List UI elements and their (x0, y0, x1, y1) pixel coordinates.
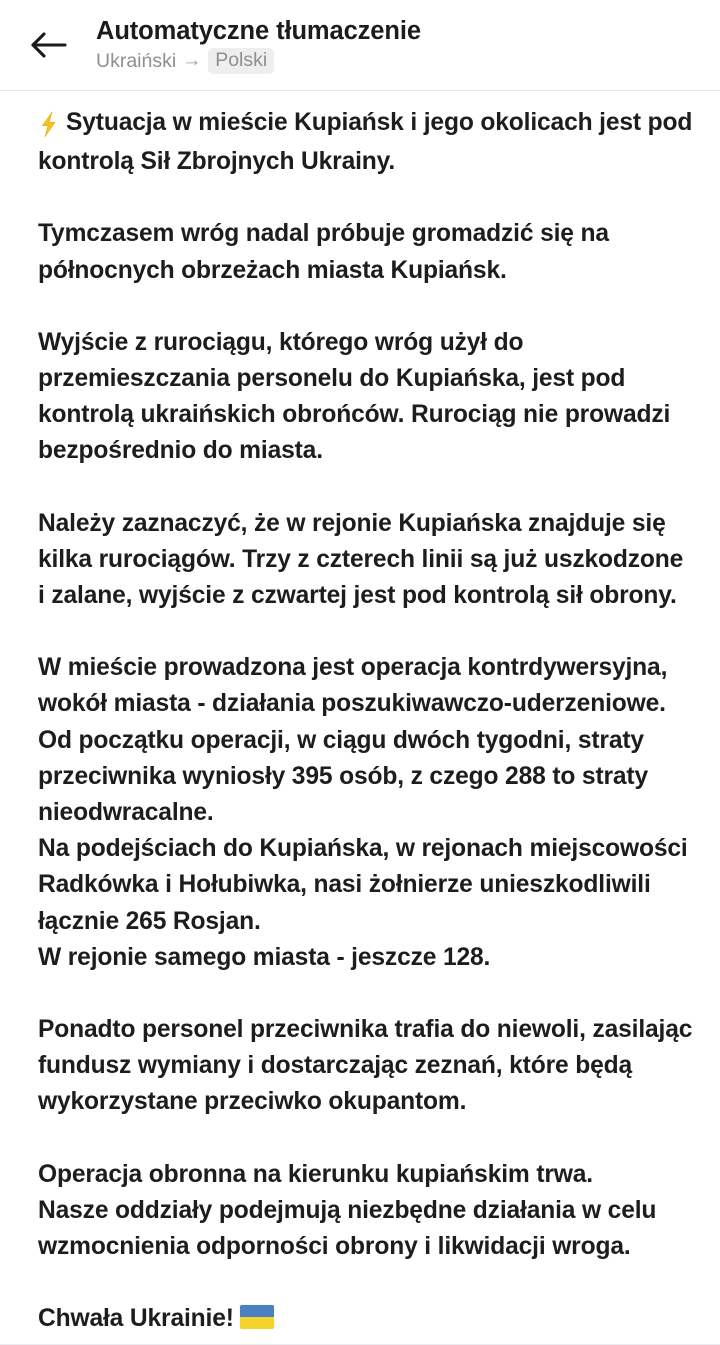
paragraph-1-text: Sytuacja w mieście Kupiańsk i jego okolicach jest pod kontrolą Sił Zbrojnych Ukrainy. (38, 109, 693, 176)
target-language-chip[interactable]: Polski (208, 48, 274, 73)
translated-message-body (0, 91, 720, 1344)
paragraph-2: Tymczasem wróg nadal próbuje gromadzić się na północnych obrzeżach miasta Kupiańsk. (38, 220, 609, 284)
source-language-label: Ukraiński (96, 49, 177, 72)
paragraph-5-line-3: Na podejściach do Kupiańska, w rejonach miejscowości Radkówka i Hołubiwka, nasi żołnierze unieszkodliwili łącznie 265 Rosjan. (38, 835, 688, 935)
paragraph-8 (38, 1301, 694, 1337)
arrow-right-icon: → (182, 50, 202, 72)
paragraph-6: Ponadto personel przeciwnika trafia do niewoli, zasilając fundusz wymiany i dostarczając zeznań, które będą wykorzystane przeciwko okupantom. (38, 1016, 693, 1116)
paragraph-3: Wyjście z rurociągu, którego wróg użył do przemieszczania personelu do Kupiańska, jest pod kontrolą ukraińskich obrońców. Rurociąg nie prowadzi bezpośrednio do miasta. (38, 328, 671, 465)
flag-blue-stripe (240, 1305, 274, 1317)
page-title: Automatyczne tłumaczenie (96, 17, 421, 46)
paragraph-5 (38, 650, 694, 976)
paragraph-8-text: Chwała Ukrainie! (38, 1305, 234, 1333)
paragraph-5-line-4: W rejonie samego miasta - jeszcze 128. (38, 943, 491, 971)
paragraph-5-line-2: Od początku operacji, w ciągu dwóch tygodni, straty przeciwnika wyniosły 395 osób, z czego 288 to straty nieodwracalne. (38, 726, 648, 827)
paragraph-7-line-1: Operacja obronna na kierunku kupiańskim trwa. (38, 1160, 593, 1188)
paragraph-1 (38, 105, 694, 180)
back-arrow-icon (28, 30, 68, 60)
ukraine-flag-emoji (240, 1305, 274, 1329)
paragraph-4: Należy zaznaczyć, że w rejonie Kupiańska znajduje się kilka rurociągów. Trzy z czterech linii są już uszkodzone i zalane, wyjście z czwartej jest pod kontrolą sił obrony. (38, 509, 684, 610)
flag-yellow-stripe (240, 1317, 274, 1329)
app-header (0, 0, 720, 90)
header-title-block (96, 16, 421, 73)
paragraph-7-line-2: Nasze oddziały podejmują niezbędne działania w celu wzmocnienia odporności obrony i likwidacji wroga. (38, 1196, 657, 1261)
language-pair (96, 48, 421, 73)
paragraph-5-line-1: W mieście prowadzona jest operacja kontrdywersyjna, wokół miasta - działania poszukiwawczo-uderzeniowe. (38, 654, 668, 718)
paragraph-7 (38, 1157, 694, 1266)
high-voltage-emoji (38, 108, 66, 144)
back-button[interactable] (0, 0, 96, 90)
